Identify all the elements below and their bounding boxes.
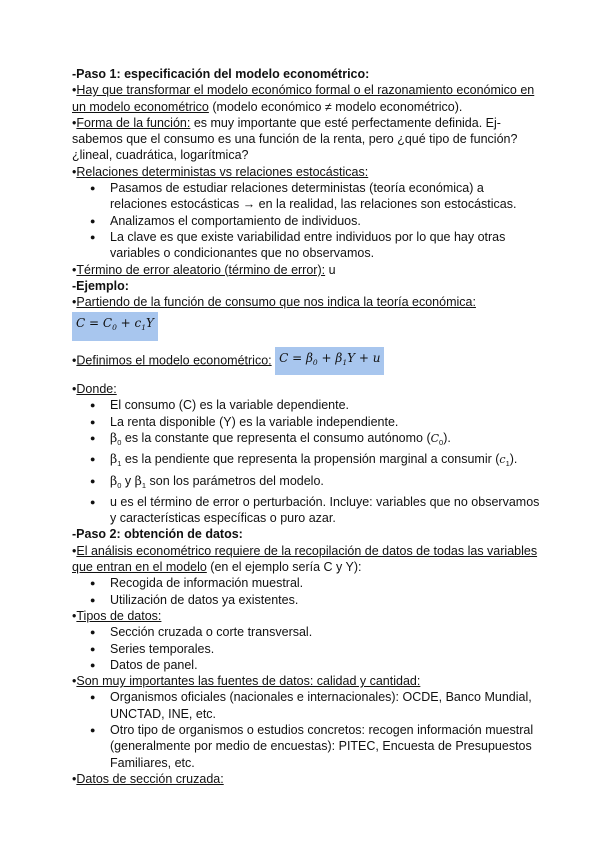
subscript: 0 [439, 437, 444, 447]
bullet-mark: • [72, 543, 77, 558]
formula-part: + [317, 350, 336, 365]
item-text: y [121, 473, 135, 488]
ejemplo-heading: -Ejemplo: [72, 278, 129, 293]
list-item [110, 473, 542, 494]
list-item: ● El consumo (C) es la variable dependiente. [110, 397, 542, 413]
underlined-text: Datos de sección cruzada: [76, 771, 224, 786]
underlined-text: Término de error aleatorio (término de error): [76, 262, 326, 277]
beta-symbol: β [134, 472, 142, 488]
list-item: ● Analizamos el comportamiento de individuos. [110, 213, 542, 229]
list-item [110, 451, 542, 472]
formula-subscript: 1 [342, 357, 348, 367]
underlined-text: Definimos el modelo econométrico: [76, 353, 272, 368]
formula-part: C [76, 316, 86, 331]
underlined-text: Son muy importantes las fuentes de datos: calidad y cantidad: [76, 674, 421, 689]
math-symbol: c [499, 453, 506, 467]
list-item: ● La renta disponible (Y) es la variable independiente. [110, 414, 542, 430]
list-item: ● Organismos oficiales (nacionales e internacionales): OCDE, Banco Mundial, UNCTAD, INE, etc. [110, 689, 542, 722]
formula-part: C [279, 350, 289, 365]
list-item: ● u es el término de error o perturbación. Incluye: variables que no observamos y características específicas o puro azar. [110, 494, 542, 527]
underlined-text: Tipos de datos: [76, 608, 162, 623]
beta-symbol: β [110, 429, 118, 445]
paragraph-text: (modelo económico ≠ modelo econométrico). [208, 99, 463, 114]
list-item: ● Recogida de información muestral. [110, 575, 542, 591]
fuentes-list [72, 689, 542, 770]
formula-part: = [288, 350, 306, 365]
paso1-paragraph-transformar [72, 82, 542, 115]
formula-subscript: 0 [112, 323, 117, 333]
paso2-heading: -Paso 2: obtención de datos: [72, 527, 243, 542]
bullet-mark: • [72, 83, 77, 98]
paso1-paragraph-relaciones [72, 164, 542, 180]
beta-symbol: β [110, 451, 118, 467]
formula-part: + [116, 316, 135, 331]
econometric-model-formula [275, 347, 384, 375]
tipos-list [72, 624, 542, 673]
paragraph-text: u [325, 262, 336, 277]
list-item: ● Utilización de datos ya existentes. [110, 592, 542, 608]
list-item: ● Sección cruzada o corte transversal. [110, 624, 542, 640]
list-item: ● Series temporales. [110, 641, 542, 657]
document-page [72, 66, 542, 787]
ejemplo-paragraph-partiendo [72, 294, 542, 341]
ejemplo-paragraph-donde [72, 381, 542, 397]
bullet-mark: • [72, 382, 77, 397]
paso2-paragraph-fuentes [72, 673, 542, 689]
item-text: ). [509, 452, 518, 467]
underlined-text: Hay que transformar el modelo económico formal o el razonamiento económico en un modelo econométrico [72, 83, 535, 114]
formula-part: Y [146, 316, 154, 331]
formula-part: C [102, 316, 113, 331]
consumption-function-formula [72, 312, 158, 340]
formula-part: + [355, 350, 373, 365]
paso1-paragraph-error [72, 262, 542, 278]
formula-subscript: 1 [141, 323, 147, 333]
formula-part: β [305, 350, 313, 365]
item-text: ). [443, 430, 451, 445]
subscript: 0 [117, 437, 122, 447]
paragraph-text: es muy importante que esté perfectamente definida. Ej- sabemos que el consumo es una función de la renta, pero ¿qué tipo de función? ¿lineal, cuadrática, logarítmica? [72, 115, 518, 163]
list-item: ● Pasamos de estudiar relaciones deterministas (teoría económica) a relaciones estocásticas → en la realidad, las relaciones son estocásticas. [110, 180, 542, 213]
bullet-mark: • [72, 295, 77, 310]
bullet-mark: • [72, 115, 77, 130]
subscript: 1 [141, 480, 147, 490]
paso2-paragraph-analisis [72, 543, 542, 576]
relaciones-list [72, 180, 542, 261]
subscript: 1 [117, 459, 122, 469]
formula-part: u [372, 350, 381, 365]
underlined-text: Partiendo de la función de consumo que nos indica la teoría económica: [76, 295, 476, 310]
formula-part: Y [347, 350, 356, 365]
paso1-paragraph-forma [72, 115, 542, 164]
subscript: 1 [505, 459, 510, 469]
bullet-mark: • [72, 164, 77, 179]
list-item: ● La clave es que existe variabilidad entre individuos por lo que hay otras variables o condicionantes que no observamos. [110, 229, 542, 262]
paragraph-text: (en el ejemplo sería C y Y): [206, 560, 362, 575]
formula-part: β [335, 350, 343, 365]
list-item [110, 430, 542, 451]
list-item: ● Otro tipo de organismos o estudios concretos: recogen información muestral (generalmente por medio de encuestas): PITEC, Encuesta de Presupuestos Familiares, etc. [110, 722, 542, 771]
donde-list [72, 397, 542, 526]
underlined-text: Forma de la función: [76, 115, 191, 130]
bullet-mark: • [72, 608, 77, 623]
underlined-text: Relaciones deterministas vs relaciones estocásticas: [76, 164, 369, 179]
underlined-text: El análisis econométrico requiere de la recopilación de datos de todas las variables que entran en el modelo [72, 543, 538, 575]
formula-part: = [85, 316, 103, 331]
formula-subscript: 0 [312, 357, 318, 367]
bullet-mark: • [72, 353, 77, 368]
formula-part: c [134, 316, 142, 331]
paso1-heading: -Paso 1: especificación del modelo econométrico: [72, 67, 370, 81]
beta-symbol: β [110, 472, 118, 488]
subscript: 0 [117, 480, 122, 490]
ejemplo-paragraph-definimos [72, 347, 542, 375]
bullet-mark: • [72, 262, 77, 277]
item-text: es la pendiente que representa la propensión marginal a consumir ( [121, 452, 500, 467]
bullet-mark: • [72, 771, 77, 786]
item-text: son los parámetros del modelo. [146, 473, 324, 488]
item-text: es la constante que representa el consumo autónomo ( [121, 430, 431, 445]
underlined-text: Donde: [76, 382, 117, 397]
paso2-paragraph-tipos [72, 608, 542, 624]
recogida-list [72, 575, 542, 608]
list-item: ● Datos de panel. [110, 657, 542, 673]
bullet-mark: • [72, 674, 77, 689]
math-symbol: C [430, 431, 440, 445]
paso2-paragraph-seccion [72, 771, 542, 787]
